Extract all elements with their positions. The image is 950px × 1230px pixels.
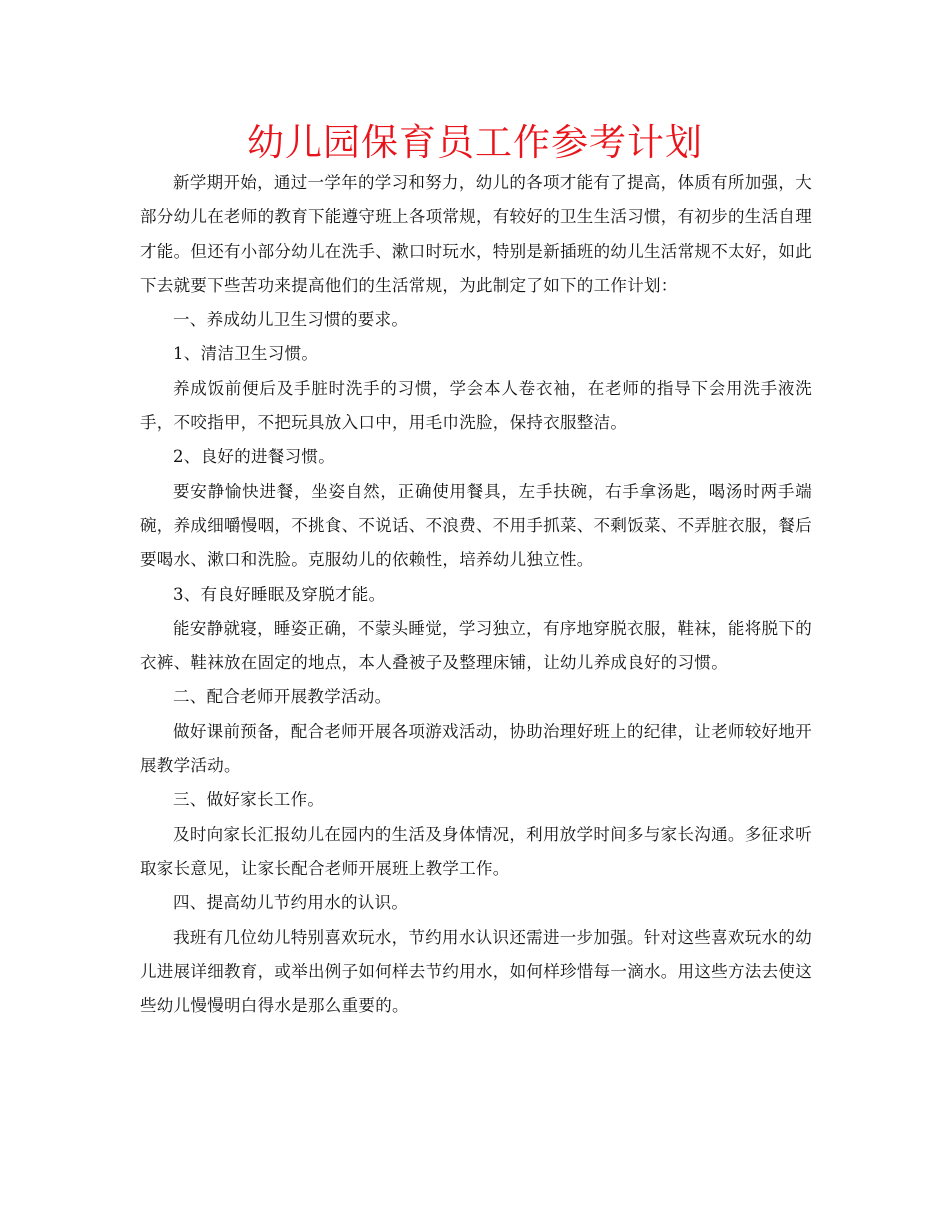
section-heading-hygiene: 一、养成幼儿卫生习惯的要求。: [173, 310, 409, 330]
document-title: 幼儿园保育员工作参考计划: [247, 121, 703, 164]
section-heading-water: 四、提高幼儿节约用水的认识。: [173, 893, 409, 913]
paragraph-eating: 要安静愉快进餐，坐姿自然，正确使用餐具，左手扶碗，右手拿汤匙，喝汤时两手端碗，养成细嚼慢咽，不挑食、不说话、不浪费、不用手抓菜、不剩饭菜、不弄脏衣服，餐后要喝水、漱口和洗脸。克服幼儿的依赖性，培养幼儿独立性。: [140, 481, 812, 570]
paragraph-teaching: 做好课前预备，配合老师开展各项游戏活动，协助治理好班上的纪律，让老师较好地开展教学活动。: [140, 721, 812, 776]
subsection-heading-cleanliness: 1、清洁卫生习惯。: [173, 344, 319, 364]
section-heading-teaching: 二、配合老师开展教学活动。: [173, 687, 392, 707]
paragraph-water: 我班有几位幼儿特别喜欢玩水，节约用水认识还需进一步加强。针对这些喜欢玩水的幼儿进展详细教育，或举出例子如何样去节约用水，如何样珍惜每一滴水。用这些方法去使这些幼儿慢慢明白得水是那么重要的。: [140, 927, 812, 1016]
document-body: [140, 166, 812, 1023]
paragraph-parents: 及时向家长汇报幼儿在园内的生活及身体情况，利用放学时间多与家长沟通。多征求听取家长意见，让家长配合老师开展班上教学工作。: [140, 824, 812, 878]
section-heading-parents: 三、做好家长工作。: [173, 790, 325, 810]
subsection-heading-sleep: 3、有良好睡眠及穿脱才能。: [173, 584, 386, 604]
paragraph-cleanliness: 养成饭前便后及手脏时洗手的习惯，学会本人卷衣袖，在老师的指导下会用洗手液洗手，不咬指甲，不把玩具放入口中，用毛巾洗脸，保持衣服整洁。: [140, 378, 812, 433]
paragraph-intro: 新学期开始，通过一学年的学习和努力，幼儿的各项才能有了提高，体质有所加强，大部分幼儿在老师的教育下能遵守班上各项常规，有较好的卫生生活习惯，有初步的生活自理才能。但还有小部分幼儿在洗手、漱口时玩水，特别是新插班的幼儿生活常规不太好，如此下去就要下些苦功来提高他们的生活常规，为此制定了如下的工作计划：: [140, 173, 812, 295]
subsection-heading-eating: 2、良好的进餐习惯。: [173, 447, 335, 467]
paragraph-sleep: 能安静就寝，睡姿正确，不蒙头睡觉，学习独立，有序地穿脱衣服，鞋袜，能将脱下的衣裤、鞋袜放在固定的地点，本人叠被子及整理床铺，让幼儿养成良好的习惯。: [140, 618, 812, 673]
